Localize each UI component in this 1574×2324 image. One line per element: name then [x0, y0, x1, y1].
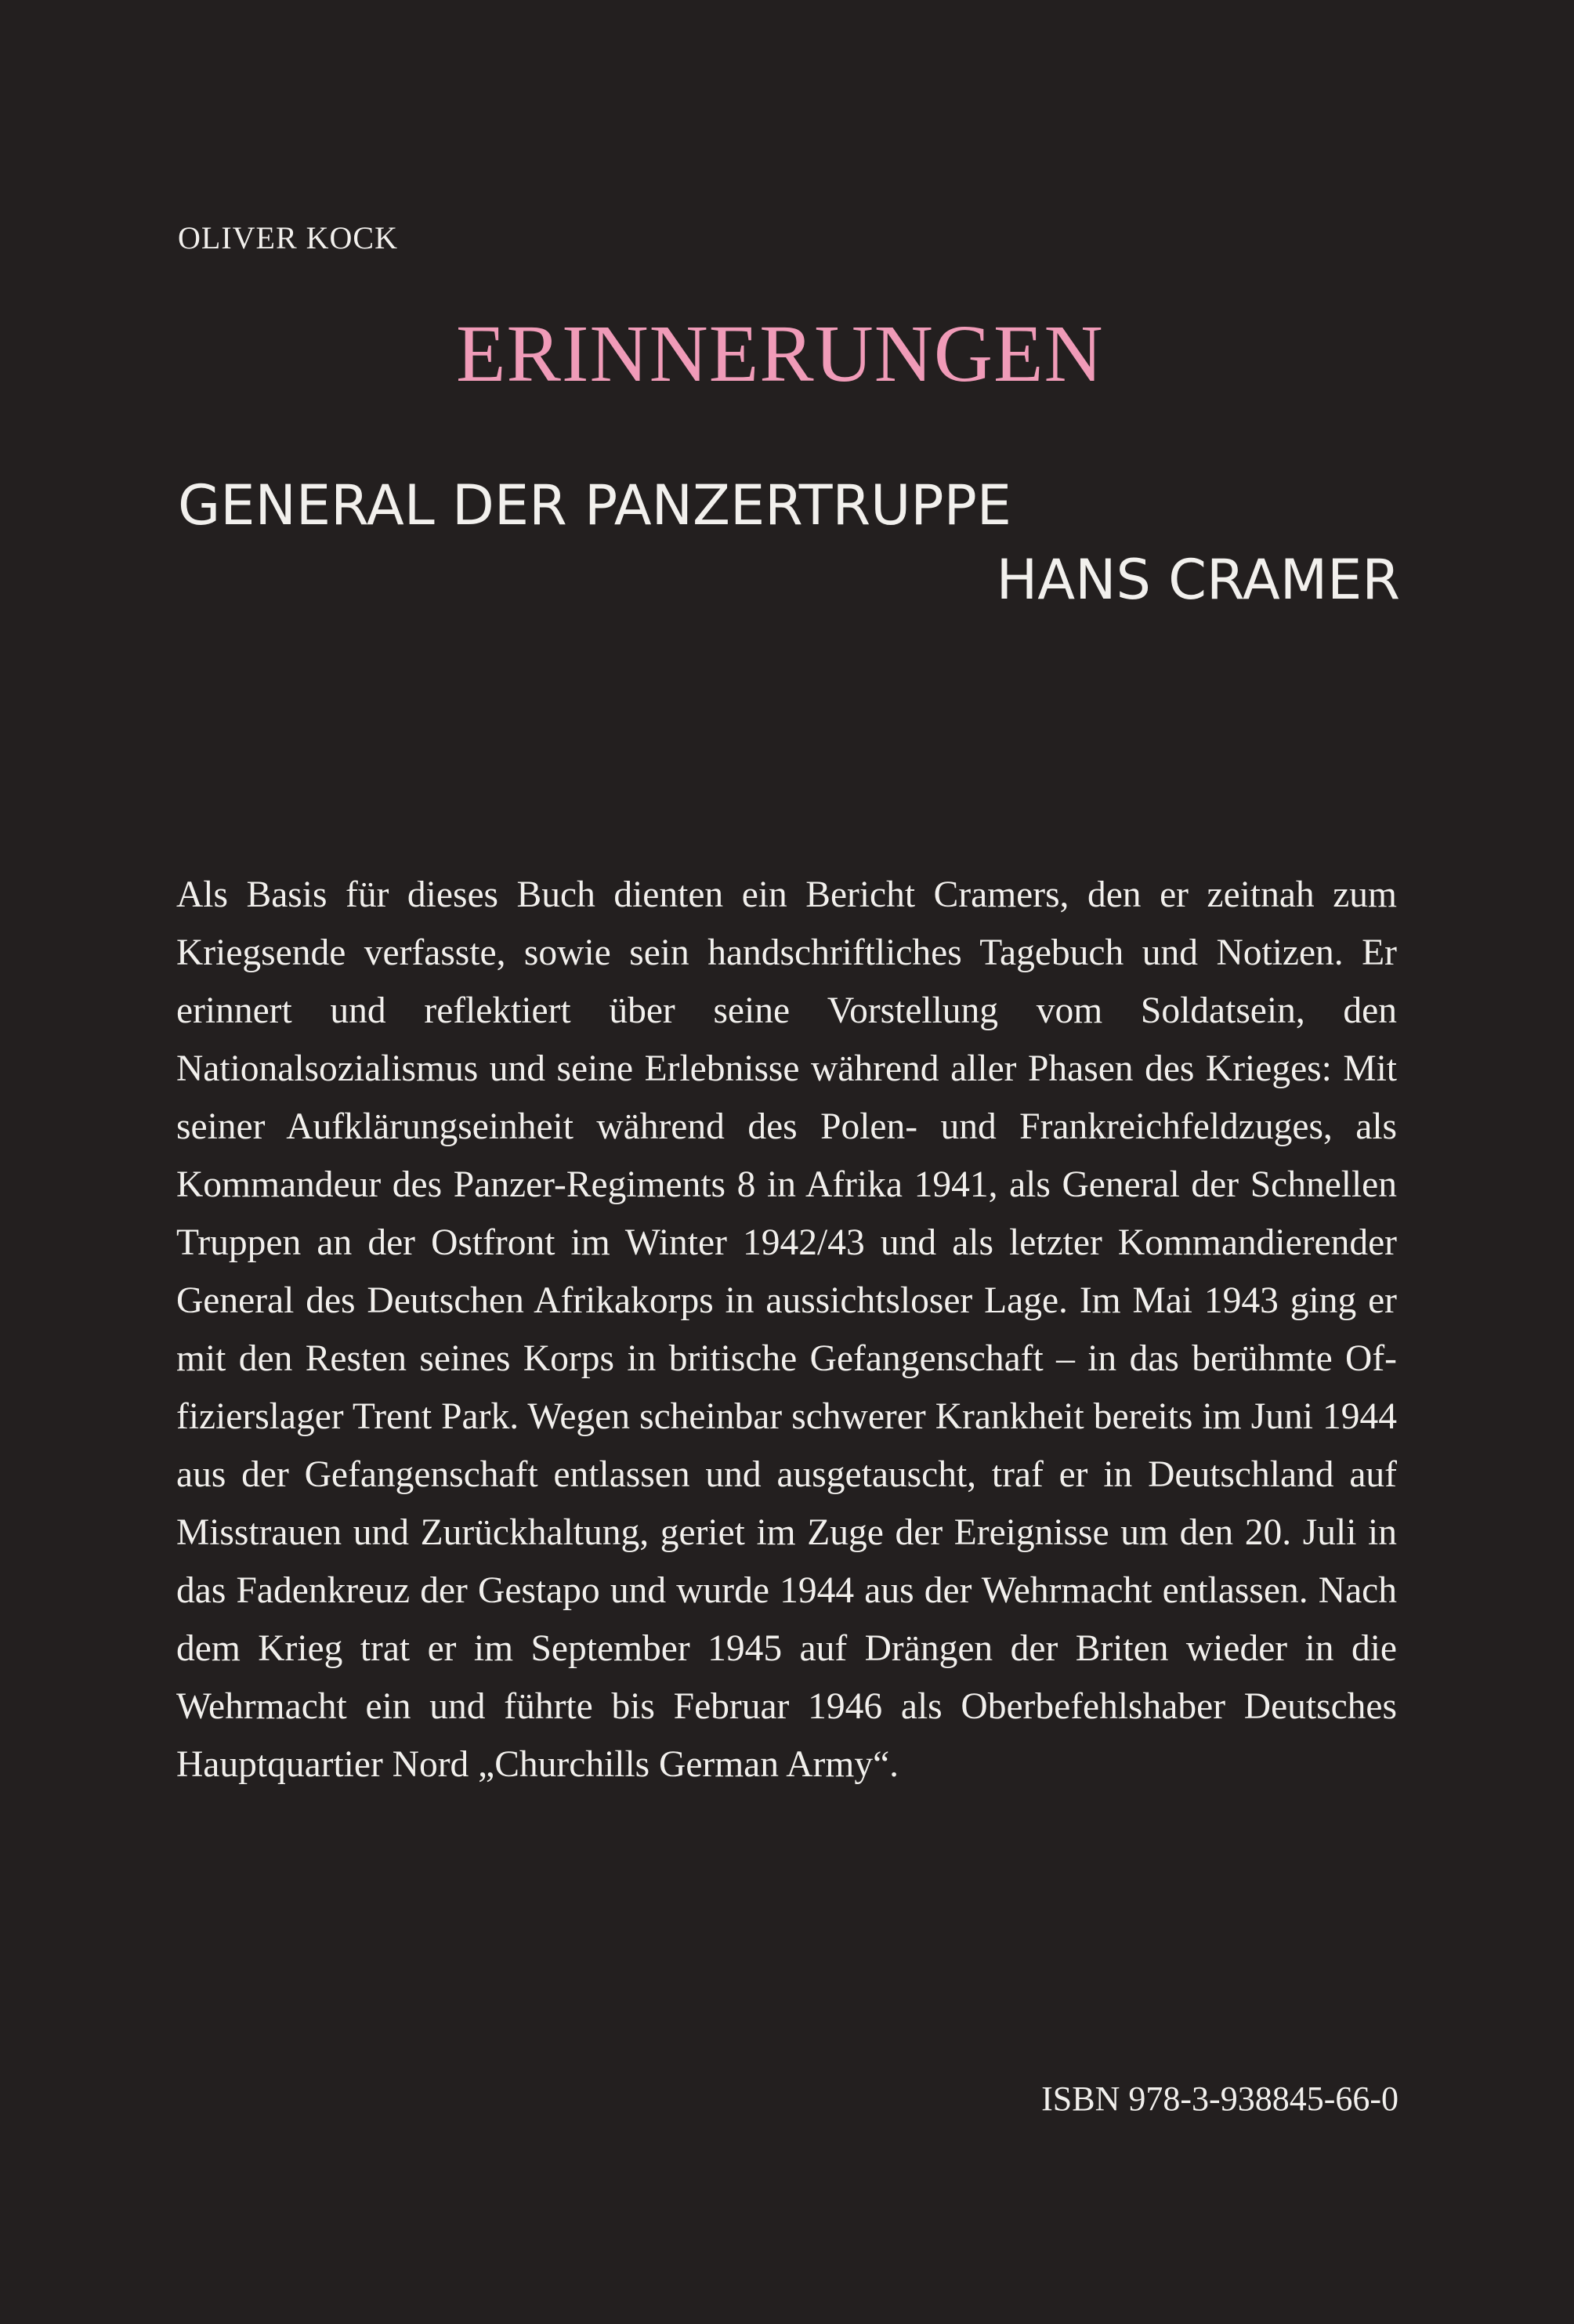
- subtitle-name: HANS CRAMER: [996, 548, 1400, 612]
- isbn-number: ISBN 978-3-938845-66-0: [1041, 2080, 1399, 2118]
- blurb-text: Als Basis für dieses Buch dienten ein Bericht Cramers, den er zeitnah zum Kriegsende verfasste, sowie sein handschriftliches Tagebuch und Notizen. Er erinnert und reflektiert über seine Vorstellung vom Soldatsein, den Nationalsozialismus und seine Erlebnisse während aller Phasen des Krieges: Mit seiner Aufklärungseinheit während des Polen- und Frankreichfeldzuges, als Kommandeur des Panzer-Regiments 8 in Afrika 1941, als General der Schnellen Truppen an der Ostfront im Winter 1942/43 und als letzter Kommandierender General des Deutschen Afrikakorps in aussichtsloser Lage. Im Mai 1943 ging er mit den Resten seines Korps in britische Gefangenschaft – in das berühmte Offizierslager Trent Park. Wegen scheinbar schwerer Krankheit bereits im Juni 1944 aus der Gefangenschaft entlassen und ausgetauscht, traf er in Deutschland auf Misstrauen und Zurückhaltung, geriet im Zuge der Ereignisse um den 20. Juli in das Fadenkreuz der Gestapo und wurde 1944 aus der Wehrmacht entlassen. Nach dem Krieg trat er im September 1945 auf Drängen der Briten wieder in die Wehrmacht ein und führte bis Februar 1946 als Oberbefehlshaber Deutsches Hauptquartier Nord „Churchills German Army“.: [176, 874, 1397, 1785]
- subtitle-rank: GENERAL DER PANZERTRUPPE: [178, 473, 1012, 538]
- author-name: OLIVER KOCK: [178, 220, 398, 255]
- book-title: ERINNERUNGEN: [456, 309, 1104, 399]
